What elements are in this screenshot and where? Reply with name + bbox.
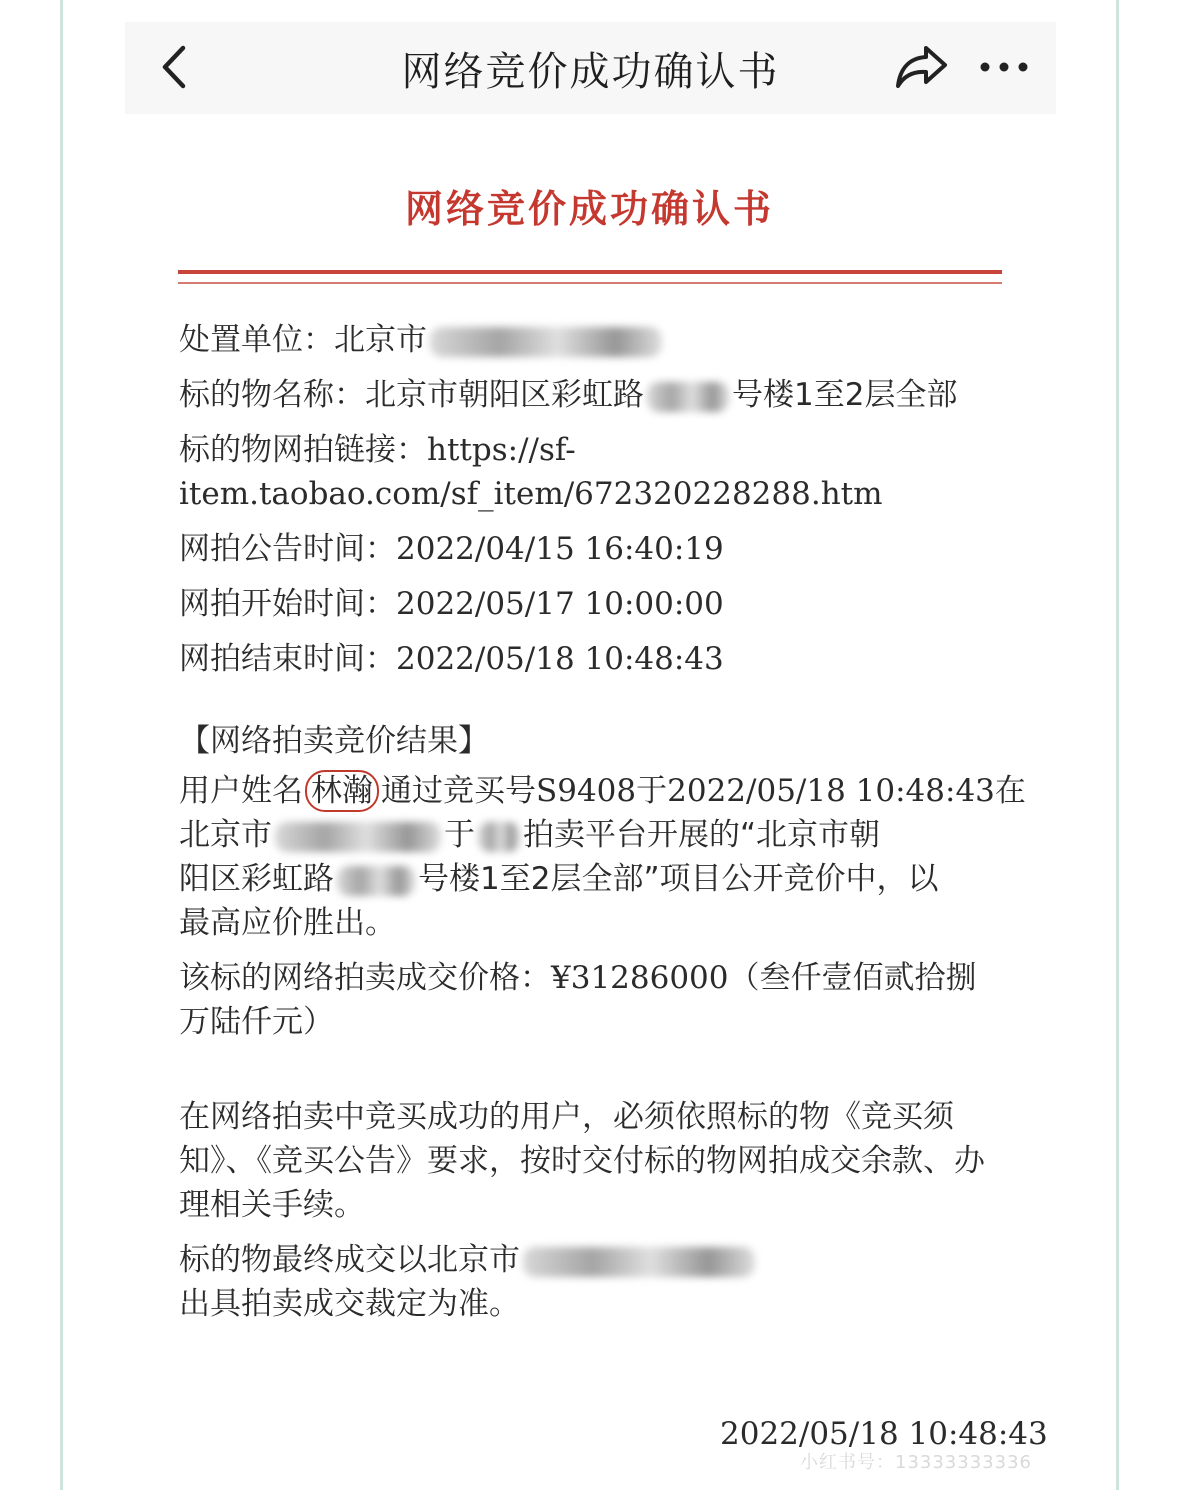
price-paragraph	[179, 956, 1009, 1044]
disposal-unit-line	[179, 318, 1009, 362]
result-time: 2022/05/18 10:48:43	[667, 773, 995, 809]
result-text: 阳区彩虹路	[179, 861, 334, 897]
result-heading: 【网络拍卖竞价结果】	[179, 723, 489, 759]
disposal-unit-label: 处置单位：	[179, 322, 334, 358]
redacted-blur	[478, 822, 520, 852]
bid-number: S9408	[536, 773, 637, 809]
price-value: ¥31286000	[551, 960, 729, 996]
redacted-blur	[523, 1247, 755, 1277]
winner-name: 林瀚	[305, 770, 379, 812]
item-link-block	[179, 428, 1009, 516]
share-icon[interactable]	[893, 42, 951, 92]
redacted-blur	[647, 382, 729, 412]
redacted-blur	[337, 866, 415, 896]
result-text: 北京市	[179, 817, 272, 853]
watermark: 小红书号：13333333336	[800, 1452, 1032, 1473]
result-text: 通过竞买号	[381, 773, 536, 809]
start-time-label: 网拍开始时间：	[179, 586, 396, 622]
navigation-bar	[125, 22, 1056, 114]
result-text: 于	[636, 773, 668, 809]
disposal-unit-value: 北京市	[334, 322, 427, 358]
end-time-line	[179, 637, 1009, 681]
item-link-value-cont: item.taobao.com/sf_item/672320228288.htm	[179, 476, 883, 512]
result-text: 于	[444, 817, 475, 853]
spacer	[179, 1055, 1009, 1095]
price-label: 该标的网络拍卖成交价格：	[179, 960, 551, 996]
document-body	[179, 318, 1026, 1337]
final-text: 标的物最终成交以北京市	[179, 1242, 520, 1278]
item-link-value: https://sf-	[427, 432, 576, 468]
item-name-value-suffix: 号楼1至2层全部	[732, 377, 958, 413]
start-time-value: 2022/05/17 10:00:00	[396, 586, 724, 622]
announce-time-line	[179, 527, 1009, 571]
final-paragraph	[179, 1238, 1009, 1326]
end-time-value: 2022/05/18 10:48:43	[396, 641, 724, 677]
title-rule-thin	[178, 282, 1002, 284]
end-time-label: 网拍结束时间：	[179, 641, 396, 677]
result-paragraph	[179, 769, 1026, 945]
final-text: 出具拍卖成交裁定为准。	[179, 1286, 520, 1322]
announce-time-value: 2022/04/15 16:40:19	[396, 531, 724, 567]
item-name-value: 北京市朝阳区彩虹路	[365, 377, 644, 413]
announce-time-label: 网拍公告时间：	[179, 531, 396, 567]
item-link-label: 标的物网拍链接：	[179, 432, 427, 468]
result-text: 用户姓名	[179, 773, 303, 809]
item-name-label: 标的物名称：	[179, 377, 365, 413]
more-horizontal-icon[interactable]	[975, 50, 1035, 84]
start-time-line	[179, 582, 1009, 626]
nav-title: 网络竞价成功确认书	[401, 49, 780, 95]
result-text: 号楼1至2层全部”项目公开竞价中，以	[418, 861, 939, 897]
redacted-blur	[430, 327, 662, 357]
document-date: 2022/05/18 10:48:43	[720, 1416, 1048, 1452]
price-words-cont: 万陆仟元）	[179, 1004, 334, 1040]
item-name-line	[179, 373, 1009, 417]
result-text: 最高应价胜出。	[179, 905, 396, 941]
title-rule-thick	[178, 270, 1002, 274]
redacted-blur	[275, 822, 441, 852]
result-text: 在	[994, 773, 1026, 809]
notice-paragraph: 在网络拍卖中竞买成功的用户，必须依照标的物《竞买须知》、《竞买公告》要求，按时交付标的物网拍成交余款、办理相关手续。	[179, 1099, 985, 1223]
result-text: 拍卖平台开展的“北京市朝	[523, 817, 881, 853]
price-words: （叁仟壹佰贰拾捌	[728, 960, 977, 996]
document-title: 网络竞价成功确认书	[404, 187, 774, 231]
